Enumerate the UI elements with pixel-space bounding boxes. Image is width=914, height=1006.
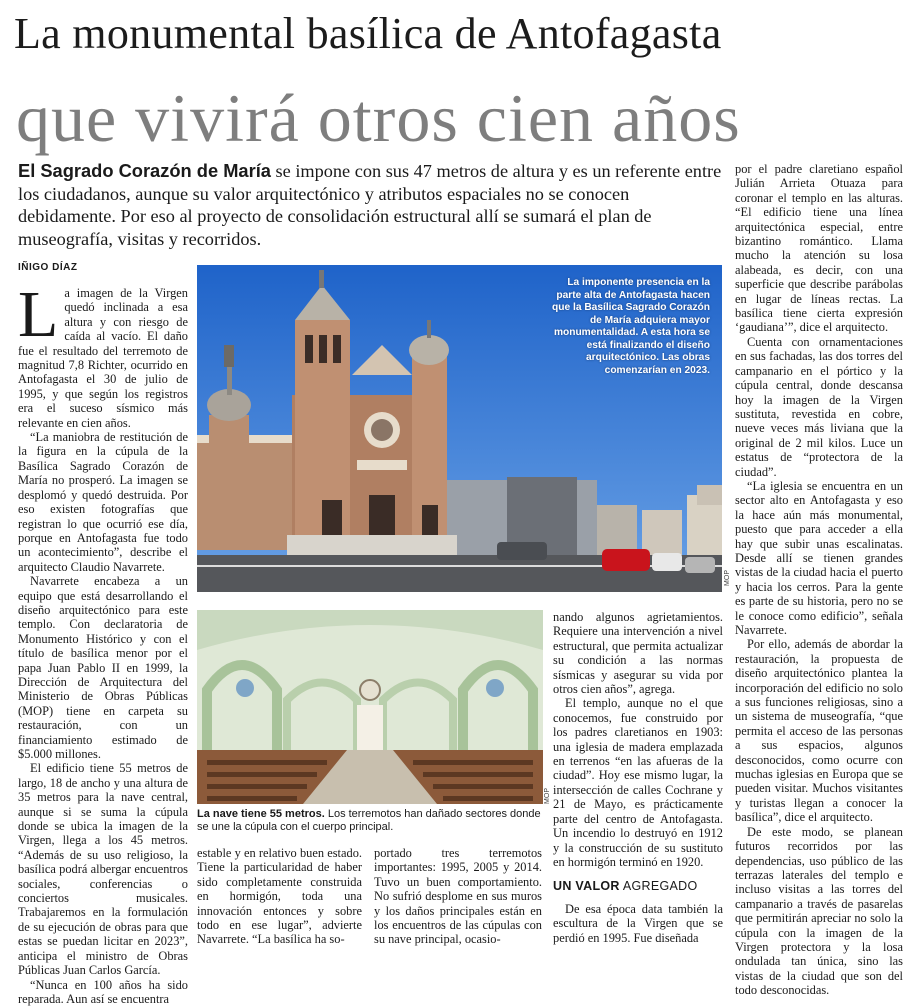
body-paragraph: Cuenta con ornamentaciones en sus fachadas, las dos torres del campanario en el pórtico y la cúpula central, donde descansa hoy la imagen de la Virgen sustituta, revestida en cobre, nueve veces más liviana que la original de 2 mil kilos. Luce un estatus de “protectora de la ciudad”. — [735, 335, 903, 479]
body-column-4 — [553, 610, 723, 945]
basilica-interior-photo — [197, 610, 543, 804]
body-paragraph: portado tres terremotos importantes: 1995, 2005 y 2014. Tuvo un buen comportamiento. No sufrió desplome en sus muros y los daños principales están en los encuentros de las cúpulas con su nave principal, ocasio- — [374, 846, 542, 947]
subhead-bold: UN VALOR — [553, 879, 620, 893]
nave-caption-bold: La nave tiene 55 metros. — [197, 808, 325, 820]
body-paragraph: por el padre claretiano español Julián Arrieta Otuaza para coronar el templo en las alturas. “El edificio tiene una línea arquitectónica especial, entre bizantino romántico. Llama mucho la atención su losa alabeada, es decir, con una superficie que describe parábolas en lugar de líneas rectas. La basílica tiene cierta expresión ‘gaudiana’”, dice el arquitecto. — [735, 162, 903, 335]
body-paragraph: Navarrete encabeza a un equipo que está desarrollando el diseño arquitectónico para este templo. Con declaratoria de Monumento Histórico y con el título de basílica menor por el papa Juan Pablo II en 1999, la Dirección de Arquitectura del Ministerio de Obras Públicas (MOP) tiene en carpeta su restauración, con un financiamiento estimado de $5.000 millones. — [18, 574, 188, 761]
body-paragraph: estable y en relativo buen estado. Tiene la particularidad de haber sido completamente construida en hormigón, toda una innovación entonces y sobre todo en ese lugar”, advierte Navarrete. “La basílica ha so- — [197, 846, 362, 947]
nave-photo-credit: MOP — [544, 788, 551, 804]
headline-line1: La monumental basílica de Antofagasta — [14, 6, 904, 62]
body-paragraph: “La maniobra de restitución de la figura en la cúpula de la Basílica Sagrado Corazón de María no prosperó. La imagen se desplomó y quedó destruida. Por eso existen fotografías que registran lo que ocurrió ese día, porque en Antofagasta fue todo un acontecimiento”, describe el arquitecto Claudio Navarrete. — [18, 430, 188, 574]
body-column-3 — [374, 846, 542, 947]
paragraph-text: a imagen de la Virgen quedó inclinada a esa altura y con riesgo de caída al vacío. El daño fue el resultado del terremoto de magnitud 7,8 Richter, ocurrido en Antofagasta el 30 de julio de 1995, y que según los registros era el suceso sísmico más relevante en cien años. — [18, 286, 188, 430]
main-photo-caption: La imponente presencia en la parte alta de Antofagasta hacen que la Basílica Sagrado Corazón de María adquiera mayor monumentalidad. A esta hora se está finalizando el diseño arquitectónico. Las obras comenzarían en 2023. — [548, 277, 710, 377]
body-paragraph: De esa época data también la escultura de la Virgen que se perdió en 1995. Fue diseñada — [553, 902, 723, 945]
body-column-2 — [197, 846, 362, 947]
deck — [18, 160, 728, 250]
nave-caption-text: Los terremotos han dañado sectores donde se une la cúpula con el cuerpo principal. — [197, 808, 541, 833]
subhead — [553, 879, 723, 893]
body-paragraph: “La iglesia se encuentra en un sector alto en Antofagasta y eso la hace aún más monumental, puesto que para acceder a ella hay que subir unas escalinatas. Desde allí se tienen grandes vistas de la ciudad hacia el puerto y hacia los cerros. Para la gente es parte de su historia, pero no se le conoce como edificio”, señala Navarrete. — [735, 479, 903, 637]
body-paragraph: Por ello, además de abordar la restauración, la propuesta de diseño arquitectónico plantea la incorporación del edificio no solo a sus funciones religiosas, sino a un sistema de museografía, “que permita el acceso de las personas a sus espacios, algunos desconocidos, como ocurre con muchas iglesias en Europa que se pueden visitar. Muchos visitantes y turistas llegan a conocer la basílica”, dice el arquitecto. — [735, 637, 903, 824]
deck-text: se impone con sus 47 metros de altura y es un referente entre los ciudadanos, aunque su valor arquitectónico y atributos espaciales no se conocen debidamente. Por eso al proyecto de consolidación estructural allí se sumará el plan de museografía, visitas y recorridos. — [18, 161, 721, 249]
body-paragraph — [18, 286, 188, 430]
main-photo-credit: MOP — [724, 570, 731, 586]
body-column-5 — [735, 162, 903, 998]
deck-lead: El Sagrado Corazón de María — [18, 160, 271, 181]
body-paragraph: De este modo, se planean futuros recorridos por las dependencias, uso público de las terrazas laterales del templo e incluso visitas a las torres del campanario a través de pasarelas que permitirán apreciar no solo la cúpula con la imagen de la Virgen protectora y la losa ondulada tan única, sino las vistas de la ciudad que son del todo desconocidas. — [735, 825, 903, 998]
body-paragraph: “Nunca en 100 años ha sido reparada. Aun así se encuentra — [18, 978, 188, 1006]
drop-cap: L — [18, 288, 58, 342]
body-paragraph: El templo, aunque no el que conocemos, fue construido por los padres claretianos en 1903: una iglesia de madera emplazada en terrenos “en las afueras de la ciudad”. Hoy ese mismo lugar, la intersección de calles Cochrane y 21 de Mayo, es prácticamente parte del centro de Antofagasta. Un incendio lo destruyó en 1912 y la construcción de su sustituto en hormigón terminó en 1920. — [553, 696, 723, 869]
body-column-1 — [18, 286, 188, 1006]
body-paragraph: nando algunos agrietamientos. Requiere una intervención a nivel estructural, que permita actualizar su condición a las normas sísmicas y asegurar su vida por otros cien años”, agrega. — [553, 610, 723, 696]
nave-photo-caption — [197, 808, 543, 834]
nave-illustration — [197, 610, 543, 804]
byline: IÑIGO DÍAZ — [18, 262, 77, 273]
body-paragraph: El edificio tiene 55 metros de largo, 18 de ancho y una altura de 35 metros para la nave central, aunque si se suma la cúpula donde se ubica la imagen de la Virgen, llega a los 45 metros. “Además de su uso religioso, la basílica podrá albergar encuentros sociales, conferencias o conciertos musicales. Trabajaremos en la formulación de su ejecución de obras para que estas se puedan licitar en 2023”, anticipa el ministro de Obras Públicas Juan Carlos García. — [18, 761, 188, 977]
subhead-rest: AGREGADO — [620, 879, 698, 893]
headline-line2: que vivirá otros cien años — [16, 78, 906, 158]
